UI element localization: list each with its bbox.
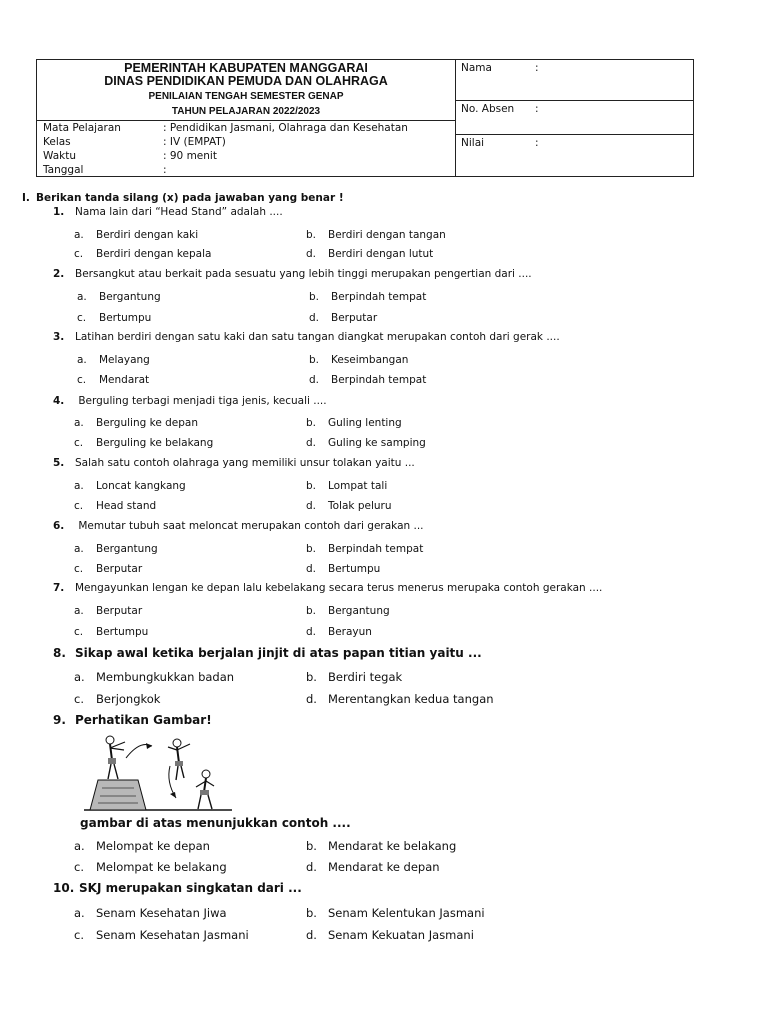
question-number: 9.: [53, 713, 66, 727]
option-letter: b.: [306, 480, 317, 492]
absen-label: No. Absen: [461, 103, 515, 115]
option-text: Berguling ke depan: [96, 417, 198, 429]
option-letter: a.: [77, 354, 87, 366]
option-6c[interactable]: [74, 563, 142, 575]
question-5: [53, 457, 415, 469]
question-number: 6.: [53, 520, 65, 532]
name-label: Nama: [461, 62, 492, 74]
question-text: Mengayunkan lengan ke depan lalu kebelakang secara terus menerus merupaka contoh gerakan ....: [75, 582, 603, 594]
option-10b[interactable]: [306, 906, 485, 920]
option-text: Lompat tali: [328, 480, 388, 492]
question-number: 5.: [53, 457, 65, 469]
header-table: [36, 59, 694, 177]
option-text: Berdiri dengan lutut: [328, 248, 434, 260]
option-text: Berjongkok: [96, 692, 161, 706]
option-letter: c.: [74, 437, 84, 449]
option-7d[interactable]: [306, 626, 372, 638]
question-text: Memutar tubuh saat meloncat merupakan contoh dari gerakan ...: [75, 520, 424, 532]
option-text: Bergantung: [99, 291, 161, 303]
option-1c[interactable]: [74, 248, 211, 260]
option-letter: c.: [74, 860, 84, 874]
name-field[interactable]: [455, 60, 693, 101]
option-text: Mendarat ke belakang: [328, 839, 457, 853]
option-letter: d.: [306, 437, 317, 449]
question-9: [53, 713, 212, 727]
option-letter: a.: [74, 670, 85, 684]
option-3b[interactable]: [309, 354, 408, 366]
option-5a[interactable]: [74, 480, 186, 492]
option-2b[interactable]: [309, 291, 426, 303]
header-line1: PEMERINTAH KABUPATEN MANGGARAI: [124, 61, 368, 75]
option-letter: a.: [74, 605, 84, 617]
info-label: Mata Pelajaran: [43, 122, 121, 134]
question-number: 3.: [53, 331, 65, 343]
option-8d[interactable]: [306, 692, 494, 706]
option-letter: c.: [74, 563, 84, 575]
option-letter: b.: [306, 670, 317, 684]
option-9b[interactable]: [306, 839, 456, 853]
option-text: Bertumpu: [328, 563, 381, 575]
option-text: Loncat kangkang: [96, 480, 186, 492]
option-letter: c.: [74, 692, 84, 706]
option-2d[interactable]: [309, 312, 377, 324]
option-text: Guling lenting: [328, 417, 402, 429]
option-text: Berdiri dengan kepala: [96, 248, 212, 260]
option-text: Melompat ke belakang: [96, 860, 227, 874]
absen-field[interactable]: [455, 101, 693, 135]
option-text: Guling ke samping: [328, 437, 426, 449]
option-letter: b.: [309, 354, 320, 366]
option-text: Melompat ke depan: [96, 839, 210, 853]
option-letter: d.: [306, 248, 317, 260]
header-right: [455, 60, 693, 176]
option-1b[interactable]: [306, 229, 446, 241]
jumper-flying: [168, 739, 190, 780]
question-text: SKJ merupakan singkatan dari ...: [79, 881, 302, 895]
header-title-block: [37, 60, 455, 121]
option-letter: d.: [306, 860, 317, 874]
option-text: Senam Kelentukan Jasmani: [328, 906, 485, 920]
option-letter: d.: [309, 312, 320, 324]
option-text: Berpindah tempat: [331, 291, 427, 303]
option-letter: d.: [306, 928, 317, 942]
info-label: Waktu: [43, 150, 76, 162]
question-6: [53, 520, 424, 532]
option-7c[interactable]: [74, 626, 148, 638]
question-number: 8.: [53, 646, 66, 660]
vaulting-box: [90, 780, 146, 810]
question-10: [53, 881, 302, 895]
option-text: Membungkukkan badan: [96, 670, 235, 684]
option-9a[interactable]: [74, 839, 210, 853]
option-letter: d.: [306, 563, 317, 575]
question-number: 4.: [53, 395, 65, 407]
option-text: Tolak peluru: [328, 500, 392, 512]
option-text: Berdiri dengan tangan: [328, 229, 446, 241]
section-title-text: Berikan tanda silang (x) pada jawaban yang benar !: [36, 192, 344, 204]
option-text: Berputar: [331, 312, 378, 324]
info-value: : IV (EMPAT): [163, 136, 226, 148]
option-text: Keseimbangan: [331, 354, 409, 366]
option-letter: b.: [306, 417, 317, 429]
option-text: Senam Kesehatan Jiwa: [96, 906, 227, 920]
question-4: [53, 395, 327, 407]
question-number: 1.: [53, 206, 65, 218]
jumper-standing: [106, 736, 125, 779]
option-7b[interactable]: [306, 605, 390, 617]
info-label: Kelas: [43, 136, 71, 148]
question-text: Nama lain dari “Head Stand” adalah ....: [75, 206, 283, 218]
option-3a[interactable]: [77, 354, 150, 366]
question-1: [53, 206, 283, 218]
jumper-landing: [196, 770, 214, 809]
option-letter: b.: [306, 543, 317, 555]
option-letter: d.: [309, 374, 320, 386]
option-text: Bertumpu: [96, 626, 149, 638]
section-number: I.: [22, 192, 30, 204]
option-text: Bergantung: [96, 543, 158, 555]
option-6d[interactable]: [306, 563, 380, 575]
option-8b[interactable]: [306, 670, 402, 684]
option-4c[interactable]: [74, 437, 213, 449]
option-text: Senam Kekuatan Jasmani: [328, 928, 474, 942]
option-letter: a.: [74, 417, 84, 429]
option-3d[interactable]: [309, 374, 426, 386]
option-letter: b.: [306, 839, 317, 853]
option-10a[interactable]: [74, 906, 227, 920]
option-text: Berpindah tempat: [328, 543, 424, 555]
option-letter: c.: [74, 626, 84, 638]
option-letter: d.: [306, 626, 317, 638]
option-letter: b.: [306, 906, 317, 920]
figure-caption: gambar di atas menunjukkan contoh ....: [80, 816, 351, 830]
question-number: 7.: [53, 582, 65, 594]
header-line2: DINAS PENDIDIKAN PEMUDA DAN OLAHRAGA: [104, 74, 388, 88]
question-8: [53, 646, 482, 660]
header-line4: TAHUN PELAJARAN 2022/2023: [171, 106, 321, 117]
option-text: Head stand: [96, 500, 157, 512]
option-letter: b.: [306, 229, 317, 241]
option-2a[interactable]: [77, 291, 161, 303]
info-value: : 90 menit: [163, 150, 217, 162]
option-text: Berayun: [328, 626, 372, 638]
option-text: Berputar: [96, 563, 143, 575]
option-text: Berdiri tegak: [328, 670, 403, 684]
question-text: Latihan berdiri dengan satu kaki dan satu tangan diangkat merupakan contoh dari gerak ....: [75, 331, 560, 343]
name-colon: :: [535, 62, 539, 74]
option-9d[interactable]: [306, 860, 440, 874]
question-3: [53, 331, 560, 343]
option-text: Berguling ke belakang: [96, 437, 214, 449]
option-letter: a.: [74, 839, 85, 853]
question-text: Perhatikan Gambar!: [75, 713, 212, 727]
option-7a[interactable]: [74, 605, 142, 617]
option-9c[interactable]: [74, 860, 227, 874]
question-text: Berguling terbagi menjadi tiga jenis, kecuali ....: [75, 395, 327, 407]
question-text: Bersangkut atau berkait pada sesuatu yang lebih tinggi merupakan pengertian dari ....: [75, 268, 532, 280]
section-title: [22, 192, 344, 204]
question-text: Salah satu contoh olahraga yang memiliki unsur tolakan yaitu ...: [75, 457, 415, 469]
option-4a[interactable]: [74, 417, 198, 429]
option-6a[interactable]: [74, 543, 158, 555]
question-number: 10.: [53, 881, 75, 895]
option-text: Mendarat: [99, 374, 150, 386]
option-3c[interactable]: [77, 374, 149, 386]
option-letter: d.: [306, 500, 317, 512]
option-text: Bergantung: [328, 605, 390, 617]
option-letter: d.: [306, 692, 317, 706]
option-text: Berpindah tempat: [331, 374, 427, 386]
option-10d[interactable]: [306, 928, 474, 942]
score-field[interactable]: [455, 135, 693, 176]
option-letter: a.: [74, 543, 84, 555]
header-line3: PENILAIAN TENGAH SEMESTER GENAP: [148, 91, 344, 102]
option-5b[interactable]: [306, 480, 387, 492]
option-letter: c.: [77, 374, 87, 386]
option-letter: a.: [74, 906, 85, 920]
option-text: Melayang: [99, 354, 150, 366]
option-text: Senam Kesehatan Jasmani: [96, 928, 249, 942]
option-text: Bertumpu: [99, 312, 152, 324]
option-letter: c.: [74, 928, 84, 942]
option-8c[interactable]: [74, 692, 160, 706]
question-2: [53, 268, 532, 280]
option-2c[interactable]: [77, 312, 151, 324]
option-letter: a.: [77, 291, 87, 303]
info-label: Tanggal: [43, 164, 84, 176]
option-4d[interactable]: [306, 437, 426, 449]
option-4b[interactable]: [306, 417, 402, 429]
header-left: [37, 60, 456, 176]
info-value: : Pendidikan Jasmani, Olahraga dan Kesehatan: [163, 122, 408, 134]
option-text: Merentangkan kedua tangan: [328, 692, 494, 706]
option-5c[interactable]: [74, 500, 156, 512]
absen-colon: :: [535, 103, 539, 115]
option-letter: b.: [309, 291, 320, 303]
option-letter: a.: [74, 480, 84, 492]
score-label: Nilai: [461, 137, 485, 149]
option-letter: b.: [306, 605, 317, 617]
option-text: Mendarat ke depan: [328, 860, 440, 874]
option-1a[interactable]: [74, 229, 198, 241]
option-letter: c.: [74, 248, 84, 260]
option-8a[interactable]: [74, 670, 234, 684]
jump-illustration: [80, 730, 236, 814]
question-text: Sikap awal ketika berjalan jinjit di atas papan titian yaitu ...: [75, 646, 482, 660]
score-colon: :: [535, 137, 539, 149]
option-text: Berputar: [96, 605, 143, 617]
header-info: [37, 120, 455, 176]
option-letter: a.: [74, 229, 84, 241]
option-letter: c.: [77, 312, 87, 324]
info-value: :: [163, 164, 167, 176]
option-5d[interactable]: [306, 500, 392, 512]
option-6b[interactable]: [306, 543, 423, 555]
option-letter: c.: [74, 500, 84, 512]
option-text: Berdiri dengan kaki: [96, 229, 199, 241]
question-7: [53, 582, 602, 594]
option-10c[interactable]: [74, 928, 249, 942]
question-number: 2.: [53, 268, 65, 280]
option-1d[interactable]: [306, 248, 433, 260]
